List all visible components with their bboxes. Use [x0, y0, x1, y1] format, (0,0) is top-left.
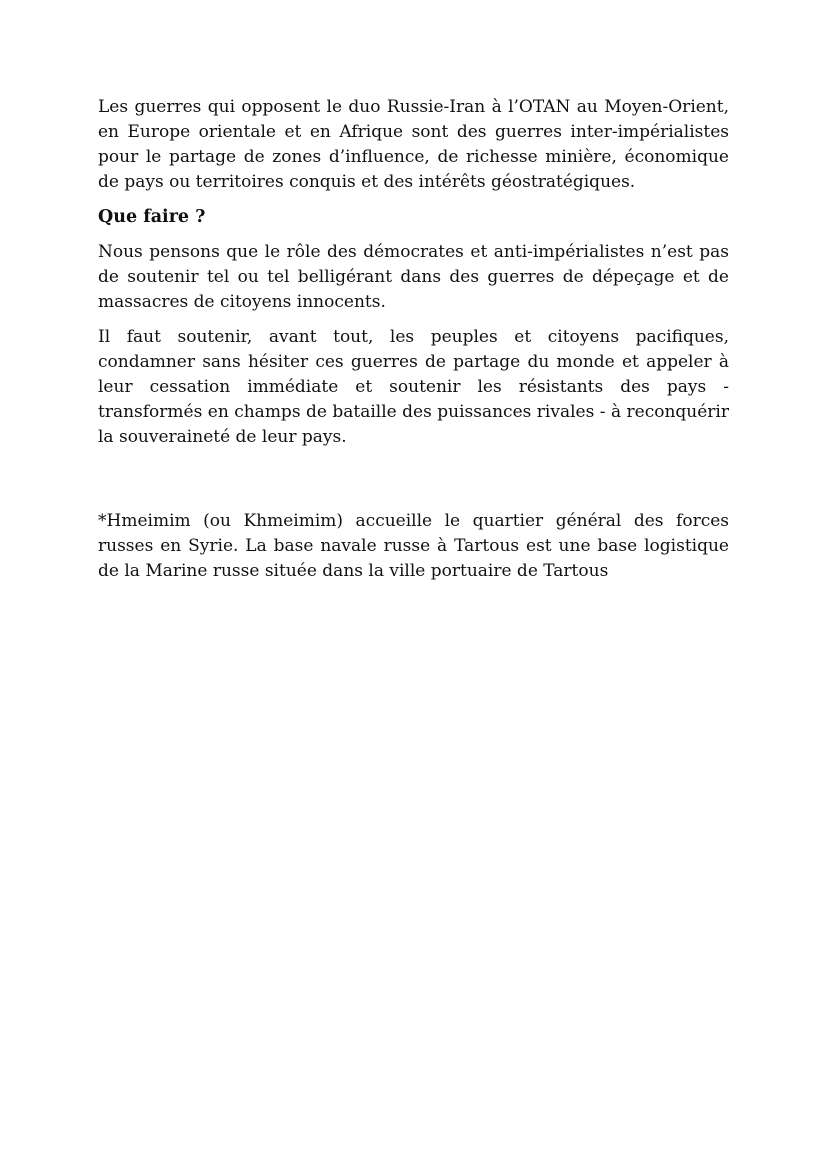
document-body: [98, 95, 729, 584]
footnote-hmeimim-tartous: *Hmeimim (ou Khmeimim) accueille le quartier général des forces russes en Syrie. La base navale russe à Tartous est une base logistique de la Marine russe située dans la ville portuaire de Tartous: [98, 511, 729, 581]
paragraph-support-peoples: Il faut soutenir, avant tout, les peuples et citoyens pacifiques, condamner sans hésiter ces guerres de partage du monde et appeler à leur cessation immédiate et soutenir les résistants des pays - transformés en champs de bataille des puissances rivales - à reconquérir la souveraineté de leur pays.: [98, 327, 729, 447]
section-heading-que-faire: Que faire ?: [98, 207, 206, 227]
paragraph-role-of-democrats: Nous pensons que le rôle des démocrates et anti-impérialistes n’est pas de soutenir tel ou tel belligérant dans des guerres de dépeçage et de massacres de citoyens innocents.: [98, 242, 729, 312]
paragraph-inter-imperialist-wars: Les guerres qui opposent le duo Russie-Iran à l’OTAN au Moyen-Orient, en Europe orientale et en Afrique sont des guerres inter-impérialistes pour le partage de zones d’influence, de richesse minière, économique de pays ou territoires conquis et des intérêts géostratégiques.: [98, 97, 729, 192]
